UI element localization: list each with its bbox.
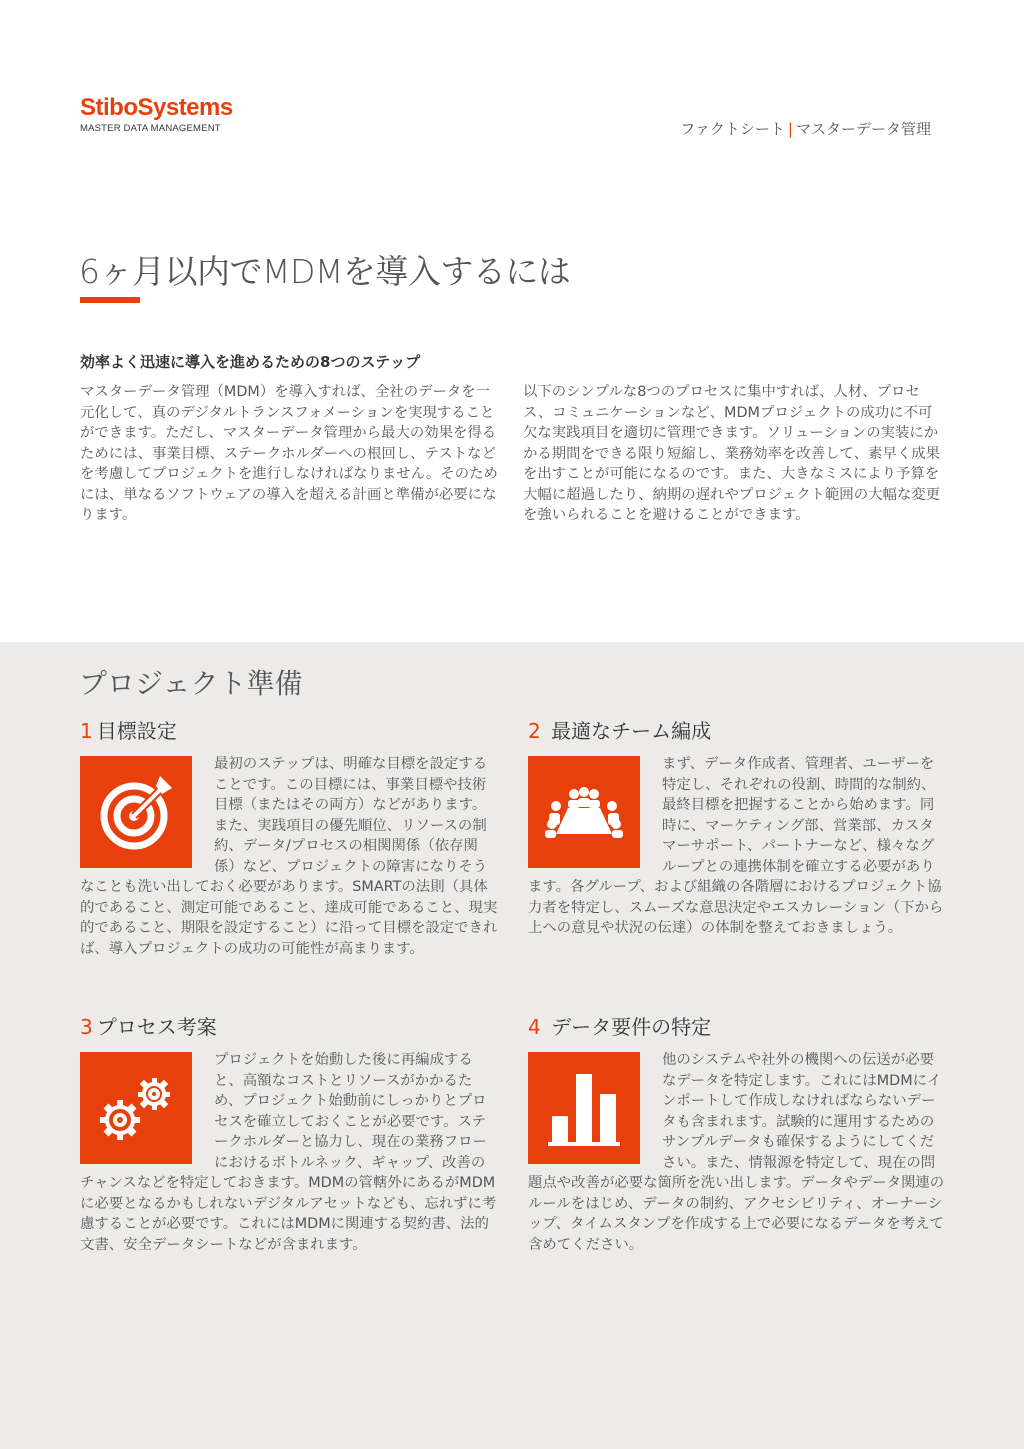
step-description: 他のシステムや社外の機関への伝送が必要なデータを特定します。これにはMDMにインポートして作成しなければならないデータも含まれます。試験的に運用するためのサンプルデータも確保するようにしてください。また、情報源を特定して、現在の問題点や改善が必要な箇所を洗い出します。データやデータ関連のルールをはじめ、データの制約、アクセシビリティ、オーナーシップ、タイムスタンプを作成する上で必要になるデータを考えて含めてください。 — [528, 1052, 945, 1253]
step-data-requirements — [528, 1010, 946, 1255]
logo-wordmark: StiboSystems — [80, 94, 233, 121]
step-number: 4 — [528, 1015, 541, 1039]
step-description: 最初のステップは、明確な目標を設定することです。この目標には、事業目標や技術目標（またはその両方）などがあります。また、実践項目の優先順位、リソースの制約、データ/プロセスの相関関係（依存関係）など、プロジェクトの障害になりそうなことも洗い出しておく必要があります。SMARTの法則（具体的であること、測定可能であること、達成可能であること、現実的であること、期限を設定すること）に沿って目標を設定できれば、導入プロジェクトの成功の可能性が高まります。 — [80, 756, 498, 957]
step-heading — [528, 714, 946, 748]
step-description: まず、データ作成者、管理者、ユーザーを特定し、それぞれの役割、時間的な制約、最終目標を把握することから始めます。同時に、マーケティング部、営業部、カスタマーサポート、パートナーなど、様々なグループとの連携体制を確立する必要があります。各グループ、および組織の各階層におけるプロジェクト協力者を特定し、スムーズな意思決定やエスカレーション（下から上への意見や状況の伝達）の体制を整えておきましょう。 — [528, 756, 944, 936]
page-title: 6ヶ月以内でMDMを導入するには — [79, 252, 571, 291]
logo — [80, 95, 233, 134]
step-description: プロジェクトを始動した後に再編成すると、高額なコストとリソースがかかるため、プロジェクト始動前にしっかりとプロセスを確立しておくことが必要です。ステークホルダーと協力し、現在の業務フローにおけるボトルネック、ギャップ、改善のチャンスなどを特定しておきます。MDMの管轄外にあるがMDMに必要となるかもしれないデジタルアセットなども、忘れずに考慮することが必要です。これにはMDMに関連する契約書、法的文書、安全データシートなどが含まれます。 — [80, 1052, 497, 1253]
step-number: 2 — [528, 719, 541, 743]
target-icon — [80, 756, 192, 868]
step-number: 3 — [80, 1015, 93, 1039]
intro-paragraph-left: マスターデータ管理（MDM）を導入すれば、全社のデータを一元化して、真のデジタルトランスフォメーションを実現することができます。ただし、マスターデータ管理から最大の効果を得るためには、事業目標、ステークホルダーへの根回し、テストなどを考慮してプロジェクトを進行しなければなりません。そのためには、単なるソフトウェアの導入を超える計画と準備が必要になります。 — [80, 384, 498, 523]
step-team-building — [528, 714, 946, 939]
step-goal-setting — [80, 714, 498, 959]
step-heading — [80, 1010, 498, 1044]
step-title: 最適なチーム編成 — [544, 719, 712, 743]
step-title: データ要件の特定 — [544, 1015, 712, 1039]
step-number: 1 — [80, 719, 93, 743]
document-category — [680, 118, 931, 139]
header-separator: | — [787, 120, 793, 138]
team-meeting-icon — [528, 756, 640, 868]
doc-type: ファクトシート — [680, 120, 785, 138]
bar-chart-icon — [528, 1052, 640, 1164]
doc-topic: マスターデータ管理 — [795, 120, 931, 138]
intro-subheading: 効率よく迅速に導入を進めるための8つのステップ — [80, 353, 421, 371]
step-heading — [528, 1010, 946, 1044]
title-underline — [80, 297, 140, 303]
logo-tagline: MASTER DATA MANAGEMENT — [80, 123, 221, 134]
gears-icon — [80, 1052, 192, 1164]
intro-paragraph-right: 以下のシンプルな8つのプロセスに集中すれば、人材、プロセス、コミュニケーションなど、MDMプロジェクトの成功に不可欠な実践項目を適切に管理できます。ソリューションの実装にかかる期間をできる限り短縮し、業務効率を改善して、素早く成果を出すことが可能になるのです。また、大きなミスにより予算を大幅に超過したり、納期の遅れやプロジェクト範囲の大幅な変更を強いられることを避けることができます。 — [523, 384, 941, 523]
section-title: プロジェクト準備 — [79, 667, 303, 700]
step-title: プロセス考案 — [96, 1015, 217, 1039]
step-heading — [80, 714, 498, 748]
step-process-design — [80, 1010, 498, 1255]
step-title: 目標設定 — [96, 719, 177, 743]
